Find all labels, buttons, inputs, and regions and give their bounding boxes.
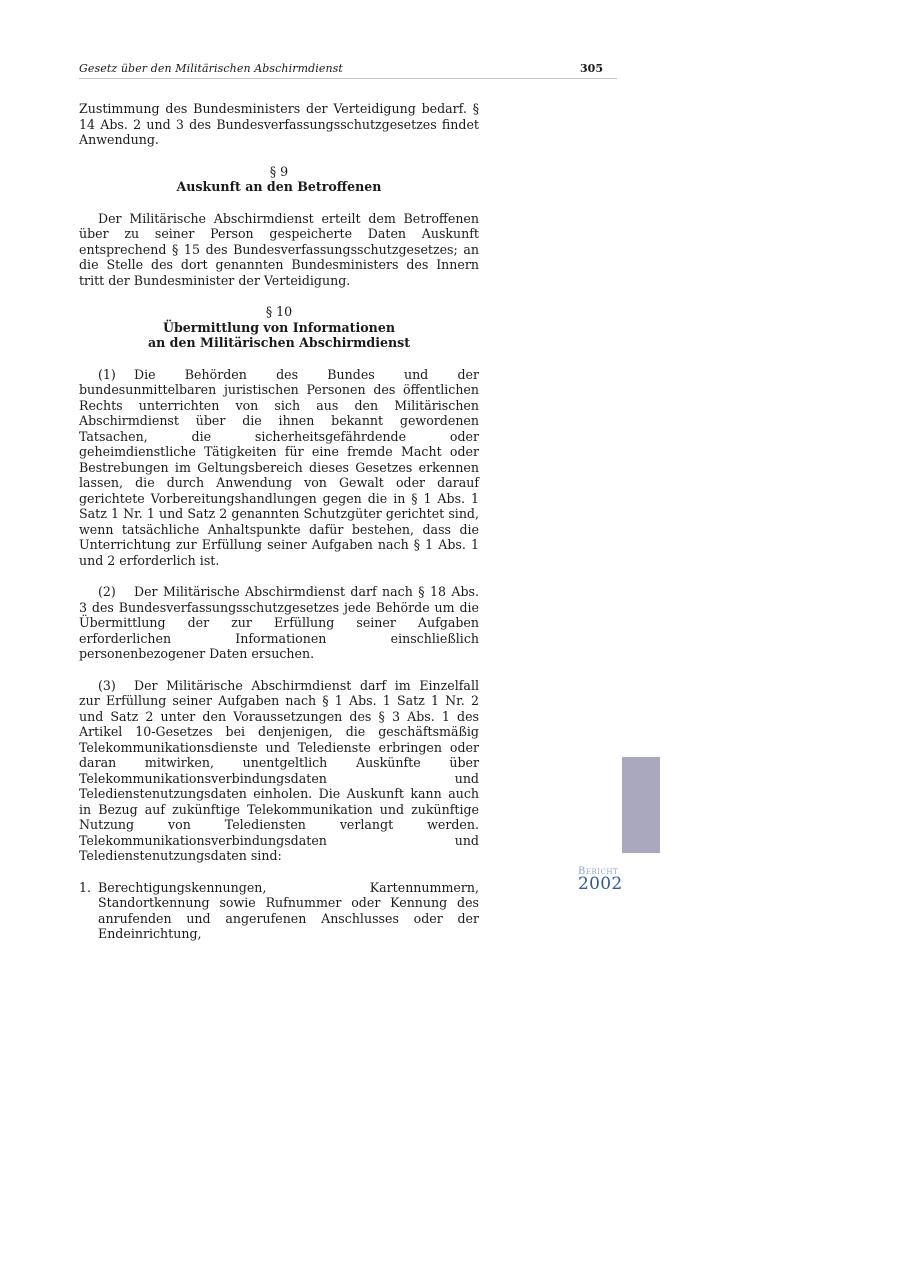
paragraph-text: Der Militärische Abschirmdienst darf im Einzelfall zur Erfüllung seiner Aufgaben nach § 1 Abs. 1 Satz 1 Nr. 2 und Satz 2 unter den Voraussetzungen des § 3 Abs. 1 des Artikel 10-Gesetzes bei denjenigen, die geschäftsmäßig Telekommunikationsdienste und Teledienste erbringen oder daran mitwirken, unentgeltlich Auskünfte über Telekommunikationsverbindungsdaten und Teledienstenutzungsdaten einholen. Die Auskunft kann auch in Bezug auf zukünftige Telekommunikation und zukünftige Nutzung von Telediensten verlangt werden. Telekommunikationsverbindungsdaten und Teledienstenutzungsdaten sind:: [79, 677, 479, 863]
paragraph-text: Die Behörden des Bundes und der bundesunmittelbaren juristischen Personen des öffentlichen Rechts unterrichten von sich aus den Militärischen Abschirmdienst über die ihnen bekannt gewordenen Tatsachen, die sicherheitsgefährdende oder geheimdienstliche Tätigkeiten für eine fremde Macht oder Bestrebungen im Geltungsbereich dieses Gesetzes erkennen lassen, die durch Anwendung von Gewalt oder darauf gerichtete Vorbereitungshandlungen gegen die in § 1 Abs. 1 Satz 1 Nr. 1 und Satz 2 genannten Schutzgüter gerichtet sind, wenn tatsächliche Anhaltspunkte dafür bestehen, dass die Unterrichtung zur Erfüllung seiner Aufgaben nach § 1 Abs. 1 und 2 erforderlich ist.: [79, 366, 479, 568]
report-logo: [578, 866, 632, 892]
section-10-title-line1: Übermittlung von Informationen: [162, 319, 396, 335]
section-10-paragraph-2: [79, 584, 479, 662]
list-item-number: 1.: [79, 879, 92, 895]
paragraph-number: (1): [98, 366, 116, 382]
section-10-title-line2: an den Militärischen Abschirmdienst: [147, 335, 411, 350]
logo-year: 2002: [578, 874, 623, 894]
section-10-paragraph-1: [79, 367, 479, 569]
paragraph-number: (3): [98, 677, 116, 693]
running-title: Gesetz über den Militärischen Abschirmdienst: [79, 62, 343, 75]
paragraph-number: (2): [98, 584, 116, 599]
section-9-paragraph: Der Militärische Abschirmdienst erteilt dem Betroffenen über zu seiner Person gespeicherte Daten Auskunft entsprechend § 15 des Bundesverfassungsschutzgesetzes; an die Stelle des dort genannten Bundesministers des Innern tritt der Bundesminister der Verteidigung.: [79, 210, 479, 288]
section-10-sign: § 10: [265, 304, 293, 319]
section-9-title: Auskunft an den Betroffenen: [176, 179, 382, 194]
page-header: [79, 62, 617, 79]
list-item: [79, 880, 479, 942]
logo-word: Bericht: [578, 866, 619, 877]
section-10-paragraph-3: [79, 678, 479, 864]
list-item-text: Berechtigungskennungen, Kartennummern, Standortkennung sowie Rufnummer oder Kennung des anrufenden und angerufenen Anschlusses oder der Endeinrichtung,: [98, 879, 479, 941]
paragraph-text: Der Militärische Abschirmdienst darf nach § 18 Abs. 3 des Bundesverfassungsschutzgesetzes jede Behörde um die Übermittlung der zur Erfüllung seiner Aufgaben erforderlichen Informationen einschließlich personenbezogener Daten ersuchen.: [79, 584, 479, 661]
intro-paragraph: Zustimmung des Bundesministers der Verteidigung bedarf. § 14 Abs. 2 und 3 des Bundesverfassungsschutzgesetzes findet Anwendung.: [79, 101, 479, 147]
main-text-column: [79, 101, 479, 942]
section-9-heading: [79, 164, 479, 195]
page-number: 305: [580, 62, 603, 75]
data-list: [79, 880, 479, 942]
side-marker-bar: [622, 757, 660, 853]
section-9-sign: § 9: [269, 163, 289, 179]
section-10-heading: [79, 304, 479, 351]
